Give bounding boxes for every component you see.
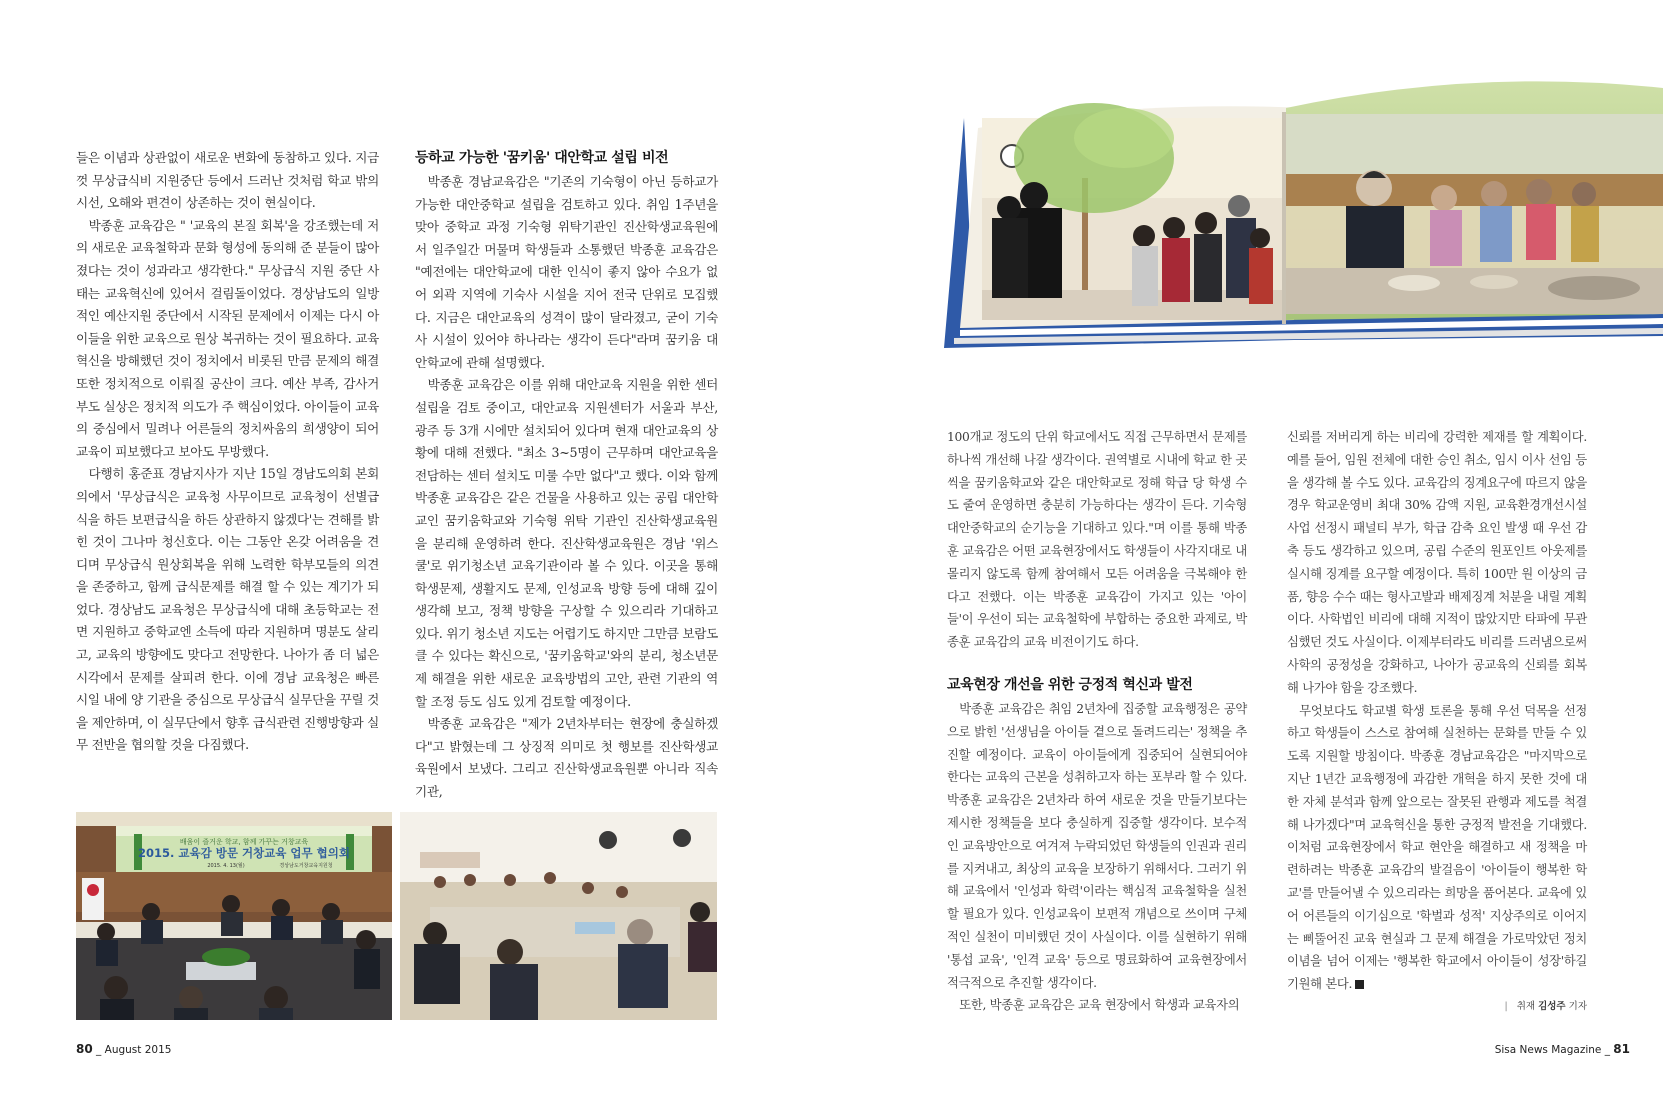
roundtable-photo	[400, 812, 717, 1020]
column-3	[947, 426, 1247, 1017]
issue-date: August 2015	[104, 1044, 172, 1056]
paragraph: 또한, 박종훈 교육감은 교육 현장에서 학생과 교육자의	[959, 998, 1240, 1013]
paragraph: 박종훈 교육감은 "제가 2년차부터는 현장에 충실하겠다"고 밝혔는데 그 상징적 의미로 첫 행보를 진산학생교육원에서 보냈다. 그리고 진산학생교육원뿐 아니라 직속기관,	[415, 716, 718, 800]
paragraph: 다행히 홍준표 경남지사가 지난 15일 경남도의회 본회의에서 '무상급식은 교육청 사무이므로 교육청이 선별급식을 하든 보편급식을 하든 상관하지 않겠다'는 견해를 밝힌 것이 그나마 청신호다. 이는 그동안 온갖 어려움을 견디며 무상급식 원상회복을 위해 노력한 학부모들의 의견을 존중하고, 함께 급식문제를 해결 할 수 있는 계기가 되었다. 경상남도 교육청은 무상급식에 대해 초등학교는 전면 지원하고 중학교엔 소득에 따라 지원하며 명분도 살리고, 교육의 방향에도 맞다고 전망한다. 나아가 좀 더 넓은 시각에서 문제를 살피려 한다. 이에 경남 교육청은 빠른 시일 내에 양 기관을 중심으로 무상급식 실무단을 꾸릴 것을 제안하며, 이 실무단에서 향후 급식관련 진행방향과 실무 전반을 협의할 것을 다짐했다.	[76, 466, 379, 753]
column-2	[415, 147, 718, 804]
paragraph: 신뢰를 저버리게 하는 비리에 강력한 제재를 할 계획이다. 예를 들어, 임원 전체에 대한 승인 취소, 임시 이사 선임 등을 생각해 볼 수도 있다. 교육감의 징계요구에 따르지 않을 경우 학교운영비 최대 30% 감액 지원, 교육환경개선시설 사업 선정시 패널티 부가, 학급 감축 요인 발생 때 우선 감축 등도 생각하고 있으며, 공립 수준의 원포인트 아웃제를 실시해 징계를 요구할 예정이다. 특히 100만 원 이상의 금품, 향응 수수 때는 형사고발과 배제징계 처분을 내릴 계획이다. 사학법인 비리에 대해 지적이 많았지만 타파에 무관심했던 것도 사실이다. 이제부터라도 비리를 드러냄으로써 사학의 공정성을 강화하고, 나아가 공교육의 신뢰를 회복해 나가야 함을 강조했다.	[1287, 430, 1587, 695]
page-number: 80	[76, 1042, 93, 1056]
paragraph: 들은 이념과 상관없이 새로운 변화에 동참하고 있다. 지금껏 무상급식비 지원중단 등에서 드러난 것처럼 학교 밖의 시선, 오해와 편견이 상존하는 것이 현실이다.	[76, 150, 379, 211]
paragraph: 박종훈 교육감은 취임 2년차에 집중할 교육행정은 공약으로 밝힌 '선생님을 아이들 곁으로 돌려드리는' 정책을 추진할 예정이다. 교육이 아이들에게 집중되어 실현되어야 한다는 교육의 근본을 성취하고자 하는 포부라 할 수 있다. 박종훈 교육감은 2년차라 하여 새로운 것을 만들기보다는 제시한 정책들을 보다 충실하게 집중할 생각이다. 보수적인 교육방안으로 여겨져 누락되었던 학생들의 인권과 권리를 지켜내고, 최상의 교육을 보장하기 위해서다. 그러기 위해 교육에서 '인성과 학력'이라는 핵심적 교육철학을 실천할 필요가 있다. 인성교육이 보편적 개념으로 쓰이며 구체적인 실천이 미비했던 것이 사실이다. 이를 실현하기 위해 '통섭 교육', '인격 교육' 등으로 명료화하여 교육현장에서 적극적으로 추진할 생각이다.	[947, 701, 1247, 990]
banner-title-text: 2015. 교육감 방문 거창교육 업무 협의회	[138, 846, 350, 860]
footer-left	[76, 1042, 171, 1056]
byline-separator: |	[1504, 1001, 1508, 1012]
paragraph	[1287, 700, 1587, 996]
paragraph: 박종훈 교육감은 이를 위해 대안교육 지원을 위한 센터 설립을 검토 중이고, 대안교육 지원센터가 서울과 부산, 광주 등 3개 시에만 설치되어 있다며 현재 대안교육의 상황에 대해 전했다. "최소 3~5명이 근무하며 대안교육을 전담하는 센터 설치도 미룰 수만 없다"고 했다. 이와 함께 박종훈 교육감은 같은 건물을 사용하고 있는 공립 대안학교인 꿈키움학교와 기숙형 위탁 기관인 진산학생교육원을 분리해 운영하려 한다. 진산학생교육원은 경남 '위스쿨'로 위기청소년 교육기관이라 볼 수 있다. 이곳을 통해 학생문제, 생활지도 문제, 인성교육 방향 등에 대해 깊이 생각해 보고, 정책 방향을 구상할 수 있으리라 기대하고 있다. 위기 청소년 지도는 어렵기도 하지만 그만큼 보람도 클 수 있다는 확신으로, '꿈키움학교'와의 분리, 청소년문제 해결을 위한 새로운 교육방법의 고안, 관련 기관의 역할 조정 등도 심도 있게 검토할 예정이다.	[415, 377, 718, 709]
meeting-photo	[76, 812, 392, 1020]
section-heading: 등하교 가능한 '꿈키움' 대안학교 설립 비전	[415, 150, 669, 166]
roundtable-photo-image	[400, 812, 717, 1020]
paragraph: 박종훈 교육감은 " '교육의 본질 회복'을 강조했는데 저의 새로운 교육철학과 문화 형성에 동의해 준 분들이 많아졌다는 것이 성과라고 생각한다." 무상급식 지원 중단 사태는 교육혁신에 있어서 걸림돌이었다. 경상남도의 일방적인 예산지원 중단에서 시작된 문제에서 이제는 다시 아이들을 위한 교육으로 원상 복귀하는 것이 필요하다. 교육혁신을 방해했던 것이 정치에서 비롯된 만큼 문제의 해결 또한 정치적으로 이뤄질 공산이 크다. 예산 부족, 감사거부도 실상은 정치적 의도가 주 핵심이었다. 아이들이 교육의 중심에서 밀려나 어른들의 정치싸움의 희생양이 되어 교육이 피보했다고 보아도 무방했다.	[76, 217, 379, 459]
column-1	[76, 147, 379, 757]
book-spread-image	[934, 78, 1663, 360]
byline	[1450, 998, 1587, 1012]
meeting-photo-image	[76, 812, 392, 1020]
byline-label: 취재	[1516, 1001, 1536, 1012]
banner-top-text: 배움이 즐거운 학교, 함께 가꾸는 거창교육	[179, 838, 309, 846]
paragraph: 100개교 정도의 단위 학교에서도 직접 근무하면서 문제를 하나씩 개선해 나갈 생각이다. 권역별로 시내에 학교 한 곳씩을 꿈키움학교와 같은 대안학교로 정해 학급 당 학생 수도 줄여 운영하면 충분히 가능하다는 생각이 든다. 기숙형 대안중학교의 순기능을 기대하고 있다."며 이를 통해 박종훈 교육감은 어떤 교육현장에서도 학생들이 사각지대로 내몰리지 않도록 함께 참여해서 모든 어려움을 극복해야 한다고 전했다. 이는 박종훈 교육감이 가지고 있는 '아이들'이 우선이 되는 교육철학에 부합하는 중요한 과제로, 박종훈 교육감의 교육 비전이기도 하다.	[947, 430, 1247, 650]
column-4	[1287, 426, 1587, 996]
end-mark-icon	[1355, 980, 1364, 989]
footer-separator: _	[1604, 1044, 1614, 1056]
paragraph: 박종훈 경남교육감은 "기존의 기숙형이 아닌 등하교가 가능한 대안중학교 설립을 검토하고 있다. 취임 1주년을 맞아 중학교 과정 기숙형 위탁기관인 진산학생교육원에서 일주일간 머물며 학생들과 소통했던 박종훈 교육감은 "예전에는 대안학교에 대한 인식이 좋지 않아 수요가 없어 외곽 지역에 기숙사 시설을 지어 전국 단위로 모집했다. 지금은 대안교육의 성격이 많이 달라졌고, 굳이 기숙사 시설이 있어야 하나라는 생각이 든다"라며 꿈키움 대안학교에 관해 설명했다.	[415, 174, 718, 370]
book-spread-photo	[934, 78, 1663, 360]
byline-name: 김성주	[1538, 1001, 1566, 1012]
magazine-name: Sisa News Magazine	[1494, 1044, 1602, 1056]
byline-role: 기자	[1568, 1001, 1587, 1012]
paragraph-text: 무엇보다도 학교별 학생 토론을 통해 우선 덕목을 선정하고 학생들이 스스로 참여해 실천하는 문화를 만들 수 있도록 지원할 방침이다. 박종훈 경남교육감은 "마지막으로 지난 1년간 교육행정에 과감한 개혁을 하지 못한 것에 대한 자체 분석과 함께 앞으로는 잘못된 관행과 제도를 척결해 나가겠다"며 교육혁신을 통한 긍정적 발전을 기대했다. 이처럼 교육현장에서 학교 현안을 해결하고 새 정책을 마련하려는 박종훈 교육감의 발걸음이 '아이들이 행복한 학교'를 만들어낼 수 있으리라는 희망을 품어본다. 교육에 있어 어른들의 이기심으로 '학벌과 성적' 지상주의로 이어지는 삐뚤어진 교육 현실과 그 문제 해결을 가로막았던 정치이념을 넘어 이제는 '행복한 학교에서 아이들이 성장'하길 기원해 본다.	[1287, 703, 1587, 992]
section-heading: 교육현장 개선을 위한 긍정적 혁신과 발전	[947, 676, 1193, 693]
footer-right	[1440, 1042, 1630, 1056]
banner-org-text: 경상남도거창교육지원청	[279, 863, 333, 869]
footer-separator: _	[96, 1044, 105, 1056]
page-number: 81	[1613, 1042, 1630, 1056]
banner-date-text: 2015. 4. 13(월)	[207, 863, 245, 869]
